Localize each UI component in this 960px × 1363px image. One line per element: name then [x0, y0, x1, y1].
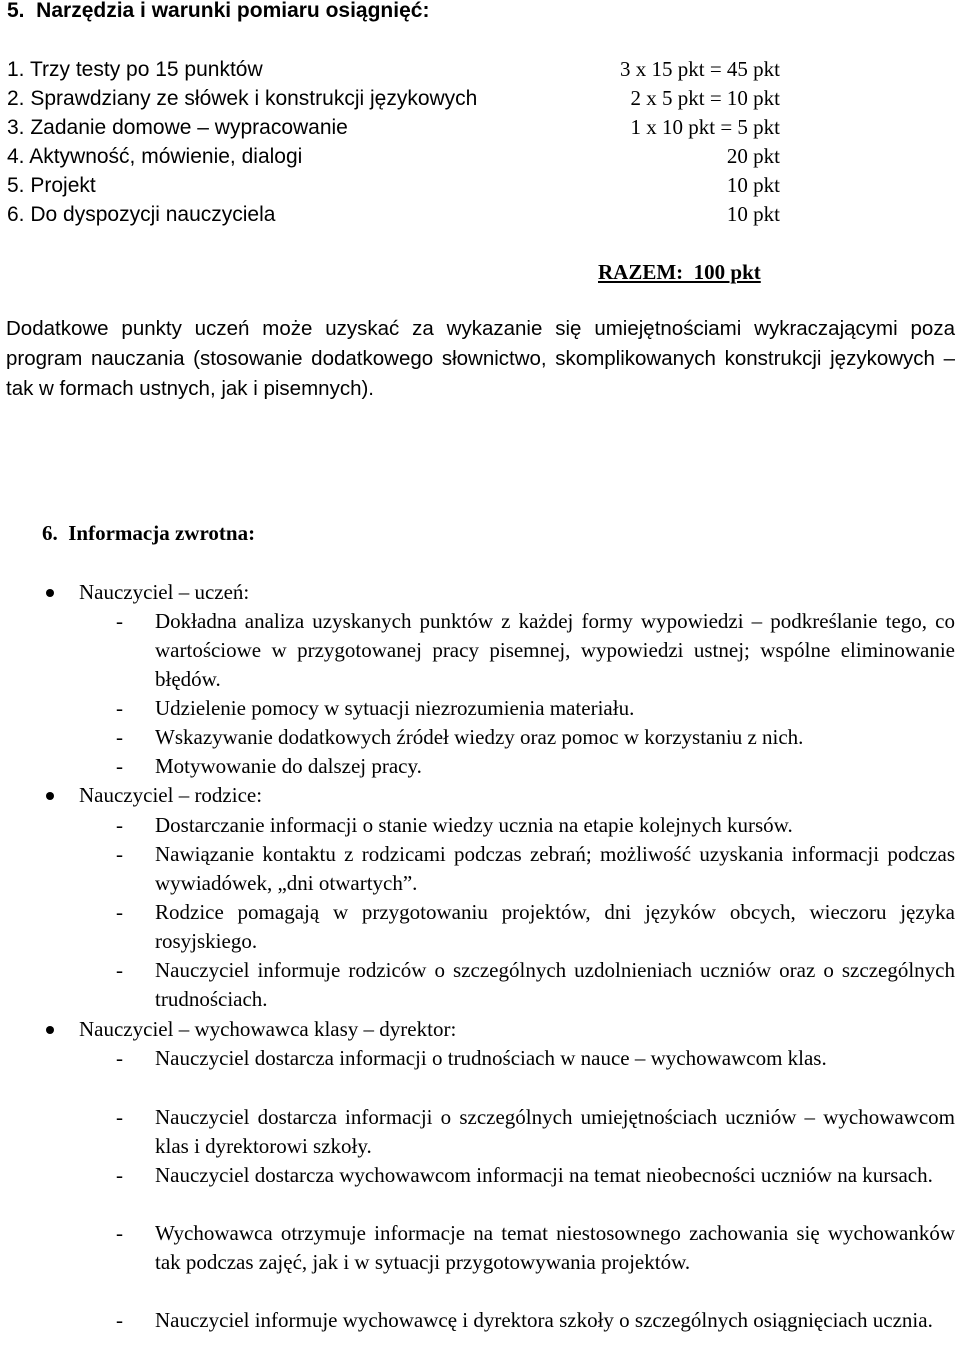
section-6-heading: 6. Informacja zwrotna:: [42, 521, 256, 545]
score-row: [7, 200, 780, 229]
dash-icon: -: [116, 1046, 123, 1070]
section-5-heading: 5. Narzędzia i warunki pomiaru osiągnięć:: [7, 0, 430, 22]
list-item-text: Nauczyciel dostarcza wychowawcom informacji na temat nieobecności uczniów na kursach.: [155, 1163, 933, 1187]
list-item-text: Nauczyciel informuje wychowawcę i dyrektora szkoły o szczególnych osiągnięciach ucznia.: [155, 1308, 933, 1332]
dash-icon: -: [116, 609, 123, 633]
dash-icon: -: [116, 842, 123, 866]
bullet-icon: [46, 792, 54, 800]
list-item-text: Nauczyciel dostarcza informacji o trudnościach w nauce – wychowawcom klas.: [155, 1046, 827, 1070]
group-title: Nauczyciel – rodzice:: [79, 783, 263, 807]
list-item-text: Nauczyciel informuje rodziców o szczególnych uzdolnieniach uczniów oraz o szczególnych trudnościach.: [155, 958, 955, 1011]
score-value: 10 pkt: [726, 202, 780, 226]
list-item: [116, 898, 955, 956]
list-item-text: Nawiązanie kontaktu z rodzicami podczas zebrań; możliwość uzyskania informacji podczas wywiadówek, „dni otwartych”.: [155, 842, 955, 895]
score-value: 20 pkt: [726, 144, 780, 168]
list-item: [116, 956, 955, 1014]
dash-icon: -: [116, 1308, 123, 1332]
list-item: [116, 840, 955, 898]
list-item-text: Dokładna analiza uzyskanych punktów z każdej formy wypowiedzi – podkreślanie tego, co wartościowe w przygotowanej pracy pisemnej, wypowiedzi ustnej; wspólne eliminowanie błędów.: [155, 609, 955, 691]
dash-icon: -: [116, 696, 123, 720]
list-item: [116, 1161, 955, 1190]
dash-icon: -: [116, 1221, 123, 1245]
score-row: [7, 113, 780, 142]
score-value: 3 x 15 pkt = 45 pkt: [619, 57, 780, 81]
group-heading: [0, 781, 960, 810]
score-value: 10 pkt: [726, 173, 780, 197]
list-item-text: Rodzice pomagają w przygotowaniu projektów, dni języków obcych, wieczoru języka rosyjskiego.: [155, 900, 955, 953]
group-heading: [0, 578, 960, 607]
group-title: Nauczyciel – uczeń:: [79, 580, 250, 604]
score-label: 4. Aktywność, mówienie, dialogi: [7, 145, 303, 168]
score-row: [7, 84, 780, 113]
group-title: Nauczyciel – wychowawca klasy – dyrektor:: [79, 1017, 457, 1041]
list-item-text: Udzielenie pomocy w sytuacji niezrozumienia materiału.: [155, 696, 635, 720]
extra-points-paragraph: Dodatkowe punkty uczeń może uzyskać za wykazanie się umiejętnościami wykraczającymi poza program nauczania (stosowanie dodatkowego słownictwo, skomplikowanych konstrukcji językowych – tak w formach ustnych, jak i pisemnych).: [6, 317, 955, 400]
group-heading: [0, 1015, 960, 1044]
score-value: 1 x 10 pkt = 5 pkt: [630, 115, 780, 139]
list-item: [116, 1044, 955, 1073]
score-label: 2. Sprawdziany ze słówek i konstrukcji językowych: [7, 87, 478, 110]
score-label: 5. Projekt: [7, 174, 96, 197]
score-value: 2 x 5 pkt = 10 pkt: [630, 86, 780, 110]
list-item: [116, 1219, 955, 1277]
dash-icon: -: [116, 725, 123, 749]
score-row: [7, 142, 780, 171]
list-item-text: Wskazywanie dodatkowych źródeł wiedzy oraz pomoc w korzystaniu z nich.: [155, 725, 804, 749]
dash-icon: -: [116, 1105, 123, 1129]
dash-icon: -: [116, 813, 123, 837]
list-item: [116, 1103, 955, 1161]
score-row: [7, 171, 780, 200]
list-item: [116, 752, 955, 781]
list-item-text: Dostarczanie informacji o stanie wiedzy ucznia na etapie kolejnych kursów.: [155, 813, 793, 837]
list-item: [116, 723, 955, 752]
list-item-text: Motywowanie do dalszej pracy.: [155, 754, 422, 778]
list-item: [116, 1306, 955, 1335]
dash-icon: -: [116, 900, 123, 924]
list-item-text: Nauczyciel dostarcza informacji o szczególnych umiejętnościach uczniów – wychowawcom klas i dyrektorowi szkoły.: [155, 1105, 955, 1158]
list-item-text: Wychowawca otrzymuje informacje na temat niestosownego zachowania się wychowanków tak podczas zajęć, jak i w sytuacji przygotowywania projektów.: [155, 1221, 955, 1274]
score-label: 1. Trzy testy po 15 punktów: [7, 58, 263, 81]
list-item: [116, 811, 955, 840]
list-item: [116, 694, 955, 723]
score-label: 3. Zadanie domowe – wypracowanie: [7, 116, 348, 139]
dash-icon: -: [116, 958, 123, 982]
bullet-icon: [46, 589, 54, 597]
list-item: [116, 607, 955, 694]
total-points: RAZEM: 100 pkt: [598, 260, 761, 284]
dash-icon: -: [116, 1163, 123, 1187]
dash-icon: -: [116, 754, 123, 778]
score-label: 6. Do dyspozycji nauczyciela: [7, 203, 276, 226]
bullet-icon: [46, 1026, 54, 1034]
score-row: [7, 55, 780, 84]
